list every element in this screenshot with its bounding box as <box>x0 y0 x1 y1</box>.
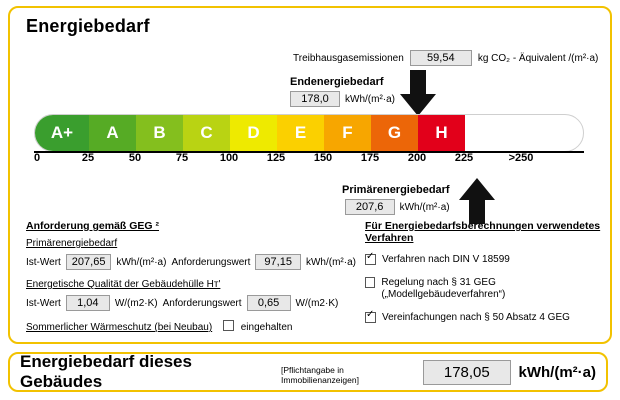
scale-band-h: H <box>418 115 465 151</box>
scale-tick: 25 <box>81 152 95 164</box>
endenergiebedarf-block <box>290 76 395 107</box>
ist-wert-value-1: 207,65 <box>66 254 112 270</box>
scale-tick: 100 <box>219 152 239 164</box>
page-title: Energiebedarf <box>26 16 150 36</box>
scale-band-f: F <box>324 115 371 151</box>
primaerenergiebedarf-value: 207,6 <box>345 199 395 215</box>
anforderungswert-value-2: 0,65 <box>247 295 291 311</box>
scale-band-d: D <box>230 115 277 151</box>
scale-band-aplus: A+ <box>35 115 89 151</box>
primaerenergiebedarf-block <box>342 184 450 215</box>
method-checkbox-modellgebaeudeverfahren[interactable] <box>365 277 375 288</box>
sommerlicher-waermeschutz-label: eingehalten <box>240 322 293 333</box>
footer-note: [Pflichtangabe in Immobilienanzeigen] <box>281 364 359 385</box>
emission-value: 59,54 <box>410 50 472 66</box>
primaerenergiebedarf-arrow-icon <box>457 176 497 224</box>
requirements-section-sommerlicher-waermeschutz: Sommerlicher Wärmeschutz (bei Neubau) <box>26 322 213 333</box>
primaerenergiebedarf-unit: kWh/(m²·a) <box>399 201 450 213</box>
scale-tick: >250 <box>508 152 534 164</box>
scale-tick: 125 <box>266 152 286 164</box>
sommerlicher-waermeschutz-checkbox[interactable] <box>223 320 234 331</box>
footer-title: Energiebedarf dieses Gebäudes <box>20 352 192 391</box>
method-option-modellgebaeudeverfahren[interactable] <box>365 277 605 301</box>
anforderungswert-value-1: 97,15 <box>255 254 301 270</box>
requirements-block <box>26 220 356 338</box>
scale-band-a: A <box>89 115 136 151</box>
method-option-din18599[interactable] <box>365 254 605 266</box>
scale-band-e: E <box>277 115 324 151</box>
method-label-din18599: Verfahren nach DIN V 18599 <box>382 254 510 265</box>
scale-band-g: G <box>371 115 418 151</box>
method-label-modellgebaeudeverfahren: Regelung nach § 31 GEG („Modellgebäudeverfahren“) <box>381 277 506 300</box>
scale-tick: 175 <box>360 152 380 164</box>
scale-band-c: C <box>183 115 230 151</box>
scale-tick: 225 <box>454 152 474 164</box>
ist-wert-label-1: Ist-Wert <box>26 256 61 268</box>
scale-tick: 50 <box>128 152 142 164</box>
footer-value: 178,05 <box>423 360 510 385</box>
endenergiebedarf-arrow-icon <box>398 70 438 118</box>
energiebedarf-panel <box>8 6 612 344</box>
method-checkbox-din18599[interactable] <box>365 254 376 265</box>
method-label-vereinfachungen: Vereinfachungen nach § 50 Absatz 4 GEG <box>382 312 570 323</box>
footer-summary-panel <box>8 352 608 392</box>
scale-band-b: B <box>136 115 183 151</box>
anforderungswert-label-1: Anforderungswert <box>171 256 251 268</box>
footer-unit: kWh/(m²·a) <box>518 363 596 381</box>
emission-label: Treibhausgasemissionen <box>293 52 404 64</box>
endenergiebedarf-unit: kWh/(m²·a) <box>345 93 395 105</box>
scale-axis <box>34 152 584 170</box>
emission-unit: kg CO₂ - Äquivalent /(m²·a) <box>477 52 599 64</box>
requirements-row-gebaeudehuelle <box>26 295 356 311</box>
ist-wert-label-2: Ist-Wert <box>26 297 61 309</box>
requirements-section-gebaeudehuelle: Energetische Qualität der Gebäudehülle Hᴛ' <box>26 279 221 290</box>
method-checkbox-vereinfachungen[interactable] <box>365 312 376 323</box>
emission-row <box>293 50 598 66</box>
scale-tick: 150 <box>313 152 333 164</box>
scale-tick: 200 <box>407 152 427 164</box>
primaerenergiebedarf-label: Primärenergiebedarf <box>342 184 450 196</box>
requirements-section-primaerenergiebedarf: Primärenergiebedarf <box>26 238 118 249</box>
ist-wert-unit-2: W/(m2·K) <box>114 297 158 309</box>
method-option-vereinfachungen[interactable] <box>365 312 605 324</box>
endenergiebedarf-value: 178,0 <box>290 91 340 107</box>
anforderungswert-unit-1: kWh/(m²·a) <box>305 256 356 268</box>
requirements-heading: Anforderung gemäß GEG ² <box>26 220 160 232</box>
endenergiebedarf-label: Endenergiebedarf <box>290 76 384 88</box>
methods-block <box>365 220 605 335</box>
ist-wert-unit-1: kWh/(m²·a) <box>116 256 167 268</box>
scale-tick: 75 <box>175 152 189 164</box>
energy-class-scale <box>34 114 584 152</box>
sommerlicher-waermeschutz-checkbox-wrap <box>223 322 293 333</box>
requirements-row-primaerenergie <box>26 254 356 270</box>
methods-heading: Für Energiebedarfsberechnungen verwendetes Verfahren <box>365 220 601 244</box>
anforderungswert-unit-2: W/(m2·K) <box>295 297 339 309</box>
ist-wert-value-2: 1,04 <box>66 295 110 311</box>
anforderungswert-label-2: Anforderungswert <box>162 297 242 309</box>
scale-tick: 0 <box>34 152 41 164</box>
